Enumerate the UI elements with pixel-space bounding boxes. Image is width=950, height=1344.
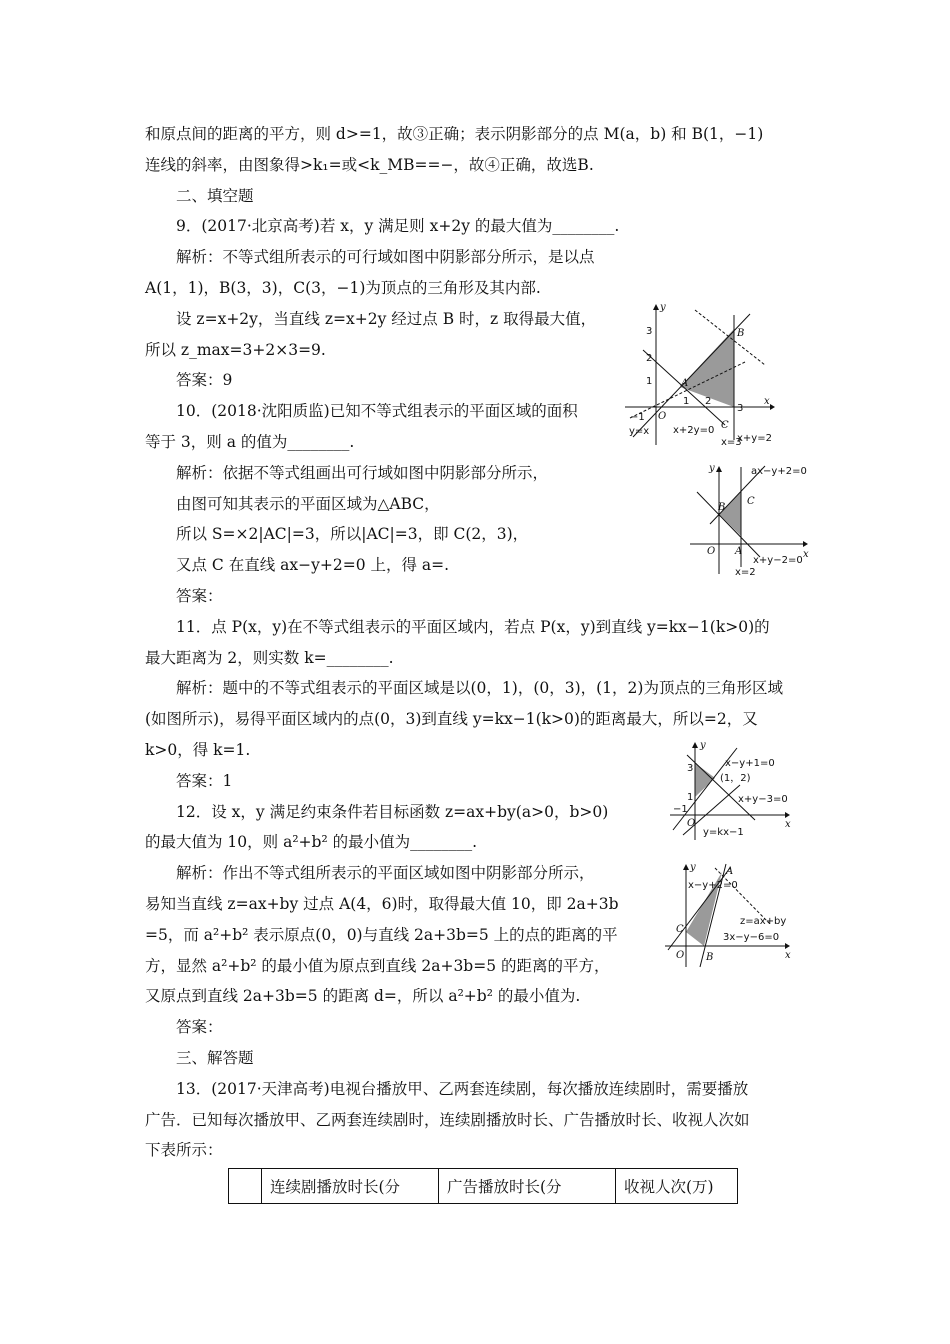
figure-label: C [747,496,755,507]
question-9: 9．(2017·北京高考)若 x，y 满足则 x+2y 的最大值为________. [176,217,620,235]
figure-label: x=2 [735,567,756,578]
figure-q12 [660,862,795,972]
table-header-cell: 收视人次(万) [616,1169,738,1204]
data-table [228,1168,738,1204]
figure-label: O [676,950,685,961]
figure-label: A [726,866,734,877]
figure-q10 [685,462,815,580]
figure-label: y [660,302,666,313]
text-line: 解析：依据不等式组画出可行域如图中阴影部分所示， [176,464,549,482]
figure-label: ax−y+2=0 [751,466,807,477]
figure-label: O [687,818,696,829]
figure-label: B [718,502,726,513]
answer: 答案： [176,587,223,605]
figure-label: x [764,396,770,407]
figure-label: A [735,546,743,557]
question-11: 11．点 P(x，y)在不等式组表示的平面区域内，若点 P(x，y)到直线 y=kx−1(k>0)的 [176,618,770,636]
table-row [229,1169,738,1204]
figure-label: 1 [646,376,653,387]
figure-label: 1 [683,396,690,407]
text-line: 又点 C 在直线 ax−y+2=0 上，得 a=. [176,556,450,574]
figure-label: x+y−2=0 [753,555,803,566]
figure-label: 2 [705,396,712,407]
figure-label: x+y−3=0 [738,794,788,805]
figure-label: A [681,378,689,389]
text-line: 又原点到直线 2a+3b=5 的距离 d=，所以 a²+b² 的最小值为. [145,987,581,1005]
text-line: 的最大值为 10，则 a²+b² 的最小值为________. [145,833,478,851]
figure-label: y=x [629,426,650,437]
text-line: 广告．已知每次播放甲、乙两套连续剧时，连续剧播放时长、广告播放时长、收视人次如 [145,1111,750,1129]
figure-label: −1 [630,412,645,423]
text-line: 等于 3，则 a 的值为________. [145,433,355,451]
figure-label: y=kx−1 [703,827,744,838]
text-line: 设 z=x+2y，当直线 z=x+2y 经过点 B 时，z 取得最大值， [176,310,597,328]
text-line: 所以 S=×2|AC|=3，所以|AC|=3，即 C(2，3)， [176,525,529,543]
text-line: 方，显然 a²+b² 的最小值为原点到直线 2a+3b=5 的距离的平方， [145,957,610,975]
question-13: 13．(2017·天津高考)电视台播放甲、乙两套连续剧，每次播放连续剧时，需要播放 [176,1080,749,1098]
section-heading: 三、解答题 [176,1049,254,1067]
figure-label: z=ax+by [740,916,787,927]
figure-label: −1 [673,804,688,815]
question-10: 10．(2018·沈阳质监)已知不等式组表示的平面区域的面积 [176,402,578,420]
figure-label: 3 [687,763,694,774]
text-line: 下表所示： [145,1141,223,1159]
text-line: A(1，1)，B(3，3)，C(3，−1)为顶点的三角形及其内部. [145,279,541,297]
table-header-cell: 广告播放时长(分 [439,1169,616,1204]
figure-label: x [785,950,791,961]
answer: 答案： [176,1018,223,1036]
figure-label: y [700,740,706,751]
answer: 答案：1 [176,772,233,790]
figure-label: x+y=2 [737,433,772,444]
text-line: 解析：题中的不等式组表示的平面区域是以(0，1)，(0，3)，(1，2)为顶点的三角形区域 [176,679,783,697]
figure-label: x−y+2=0 [688,880,738,891]
figure-label: y [690,862,696,873]
figure-label: B [706,952,714,963]
text-line: 最大距离为 2，则实数 k=________. [145,649,394,667]
text-line: =5，而 a²+b² 表示原点(0，0)与直线 2a+3b=5 上的点的距离的平 [145,926,618,944]
feasible-region [719,492,741,536]
text-line: 解析：不等式组所表示的可行域如图中阴影部分所示，是以点 [176,248,595,266]
figure-label: C [721,420,729,431]
figure-label: B [737,328,745,339]
figure-label: 1 [687,792,694,803]
figure-label: 3 [646,326,653,337]
text-line: (如图所示)，易得平面区域内的点(0，3)到直线 y=kx−1(k>0)的距离最大，所以=2，又 [145,710,758,728]
figure-q11 [665,740,795,845]
text-line: 解析：作出不等式组所表示的平面区域如图中阴影部分所示， [176,864,595,882]
figure-label: 2 [646,353,653,364]
text-line: 易知当直线 z=ax+by 过点 A(4，6)时，取得最大值 10，即 2a+3b [145,895,619,913]
figure-label: y [709,463,715,474]
figure-label: O [658,411,667,422]
table-header-cell: 连续剧播放时长(分 [262,1169,439,1204]
figure-label: x=3 [721,437,742,448]
text-line: 连线的斜率，由图象得>k₁=或<k_MB==−，故④正确，故选B. [145,156,594,174]
table-header-cell [229,1169,262,1204]
text-line: 由图可知其表示的平面区域为△ABC， [176,495,440,513]
figure-label: x [785,819,791,830]
figure-label: x [803,549,809,560]
text-line: 所以 z_max=3+2×3=9. [145,341,326,359]
figure-label: 3 [737,403,744,414]
text-line: 和原点间的距离的平方，则 d>=1，故③正确；表示阴影部分的点 M(a，b) 和 B(1，−1) [145,125,764,143]
figure-label: x+2y=0 [673,425,715,436]
figure-q9 [625,300,775,450]
text-line: k>0，得 k=1. [145,741,251,759]
section-heading: 二、填空题 [176,187,254,205]
figure-label: (1，2) [720,773,751,784]
figure-label: 3x−y−6=0 [723,932,780,943]
figure-label: C [676,924,684,935]
question-12: 12．设 x，y 满足约束条件若目标函数 z=ax+by(a>0，b>0) [176,803,609,821]
figure-label: x−y+1=0 [725,758,775,769]
figure-label: O [707,546,716,557]
answer: 答案：9 [176,371,233,389]
